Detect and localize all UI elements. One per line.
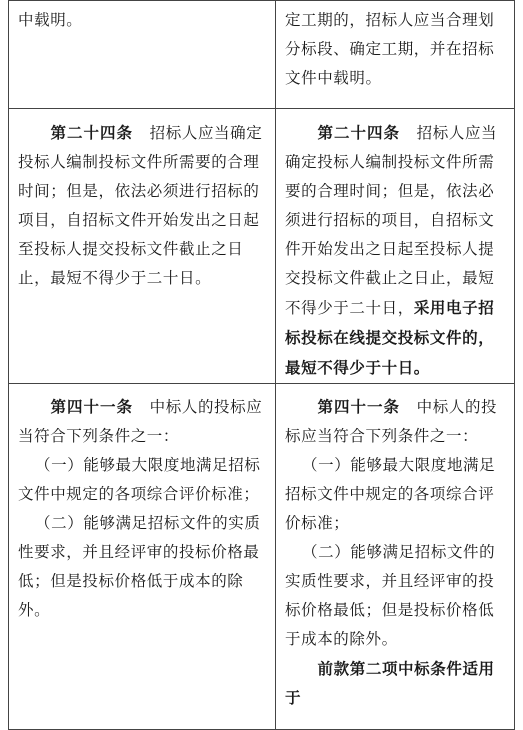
- list-item: （二）能够满足招标文件的实质性要求，并且经评审的投标价格最低；但是投标价格低于成本的除外。: [285, 543, 496, 648]
- new-text-cell: [276, 109, 515, 384]
- article-text: 中标人的投标应当符合下列条件之一：: [285, 398, 498, 445]
- old-text-cell: [9, 109, 276, 384]
- table-row: [9, 384, 515, 730]
- list-item: （二）能够满足招标文件的实质性要求，并且经评审的投标价格最低；但是投标价格低于成本的除外。: [18, 514, 261, 619]
- paragraph: [18, 392, 268, 451]
- old-text-cell: [9, 1, 276, 109]
- paragraph: 中载明。: [18, 11, 83, 29]
- amended-text: 前款第二项中标条件适用于: [285, 659, 495, 707]
- law-comparison-table: [8, 0, 515, 730]
- article-number: 第四十一条: [317, 397, 401, 416]
- article-number: 第二十四条: [50, 123, 134, 142]
- paragraph: [18, 118, 268, 293]
- list-item: （一）能够最大限度地满足招标文件中规定的各项综合评价标准；: [18, 456, 261, 503]
- table-row: [9, 109, 515, 384]
- amended-text: 采用电子招标投标在线提交投标文件的，最短不得少于十日。: [285, 298, 495, 377]
- new-text-cell: [276, 1, 515, 109]
- article-text: 中标人的投标应当符合下列条件之一：: [18, 398, 263, 445]
- paragraph: [285, 118, 507, 383]
- article-number: 第四十一条: [50, 397, 134, 416]
- list-item: （一）能够最大限度地满足招标文件中规定的各项综合评价标准；: [285, 456, 496, 532]
- article-number: 第二十四条: [317, 123, 401, 142]
- table-row: [9, 1, 515, 109]
- old-text-cell: [9, 384, 276, 730]
- paragraph: 定工期的，招标人应当合理划分标段、确定工期，并在招标文件中载明。: [285, 11, 495, 87]
- article-text: 招标人应当确定投标人编制投标文件所需要的合理时间；但是，依法必须进行招标的项目，自招标文件开始发出之日起至投标人提交投标文件截止之日止，最短不得少于二十日，: [285, 124, 498, 317]
- paragraph: [285, 392, 507, 451]
- article-text: 招标人应当确定投标人编制投标文件所需要的合理时间；但是，依法必须进行招标的项目，自招标文件开始发出之日起至投标人提交投标文件截止之日止，最短不得少于二十日。: [18, 124, 263, 287]
- new-text-cell: [276, 384, 515, 730]
